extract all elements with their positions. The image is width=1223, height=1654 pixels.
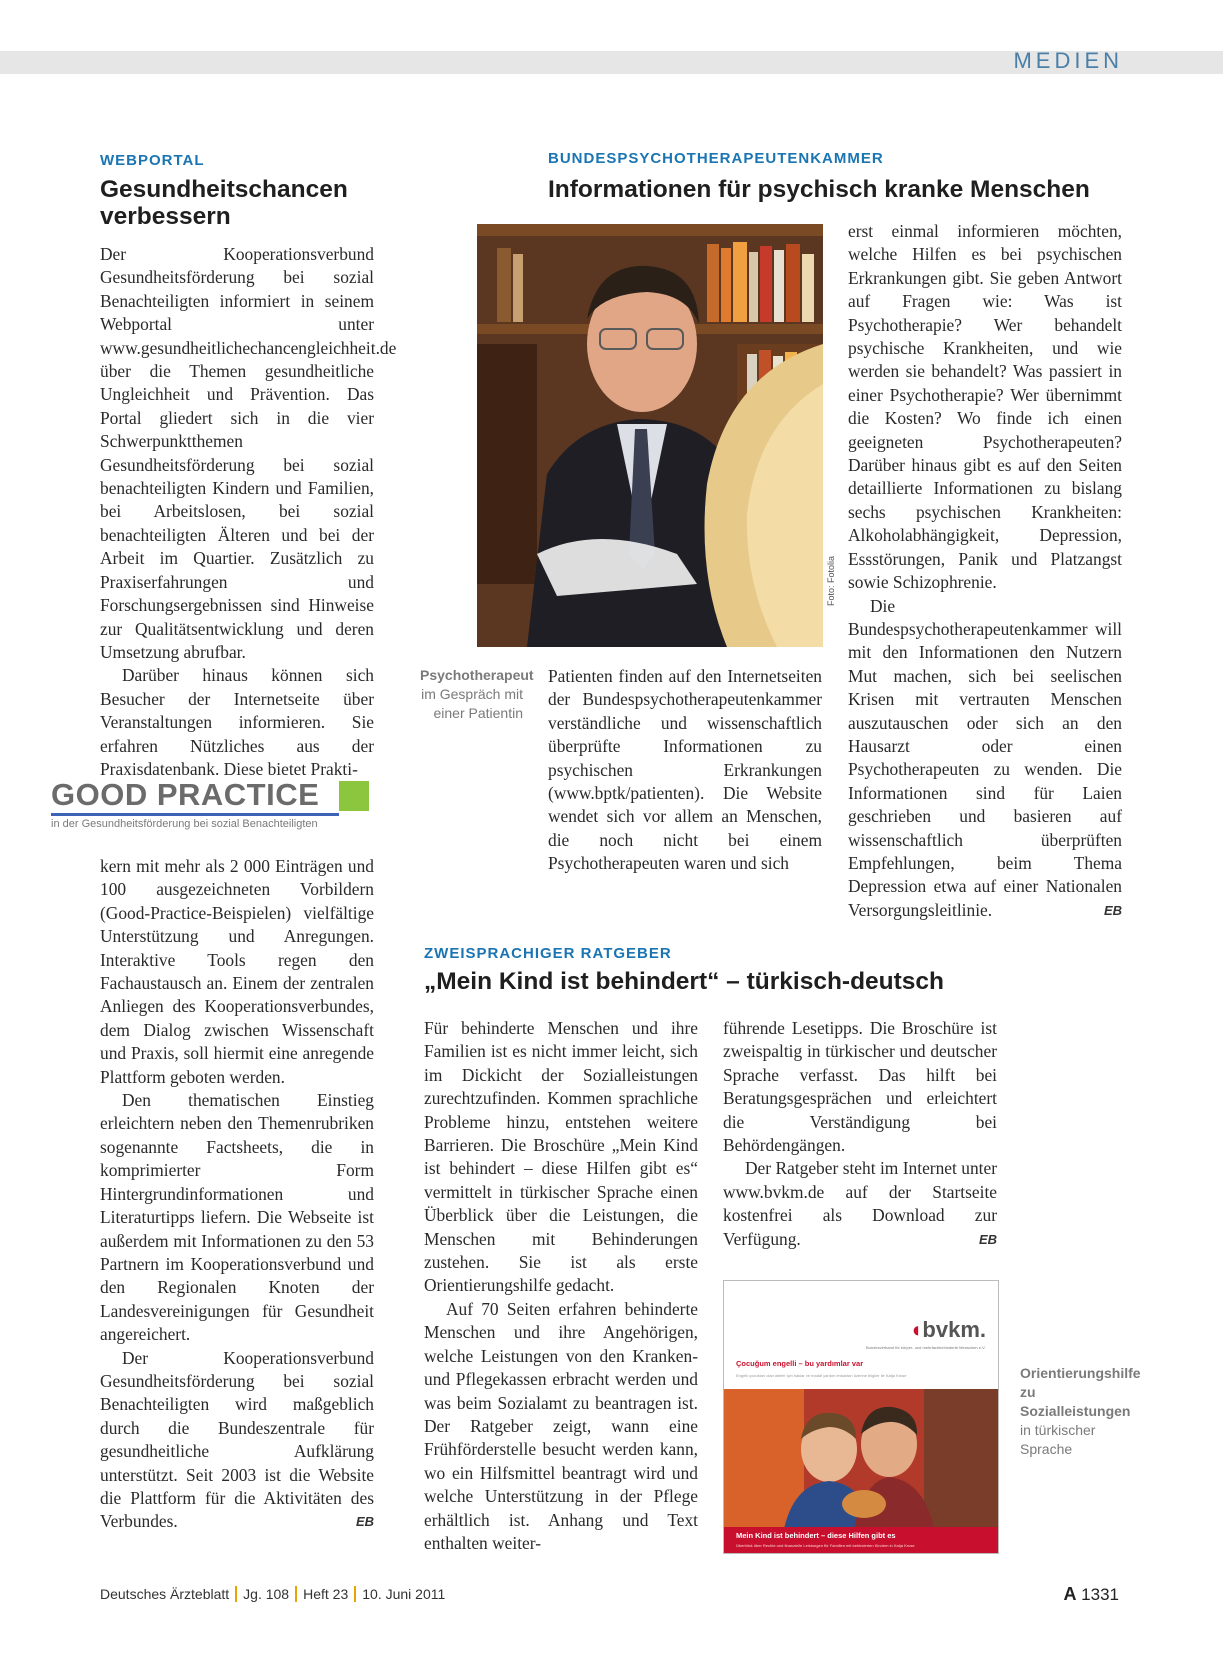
article3-title: „Mein Kind ist behindert“ – türkisch-deutsch bbox=[424, 968, 945, 995]
article1-title-line1: Gesundheitschancen bbox=[100, 176, 348, 203]
logo-text: GOOD PRACTICE bbox=[51, 777, 320, 812]
footer-journal: Deutsches Ärzteblatt bbox=[100, 1586, 230, 1602]
footer-volume: Jg. 108 bbox=[243, 1586, 290, 1602]
caption-text: im Gespräch mit einer Patientin bbox=[421, 686, 523, 721]
article3-paragraph: führende Lesetipps. Die Broschüre ist zweispaltig in türkischer und deutscher Sprache verfasst. Das hilft bei Beratungsgesprächen und erleichtert die Verständigung bei Behördengängen. bbox=[723, 1018, 997, 1156]
cover-footer-band bbox=[724, 1527, 998, 1553]
therapist-photo bbox=[477, 224, 823, 647]
therapist-photo-illustration bbox=[477, 224, 823, 647]
article1-title bbox=[100, 176, 380, 231]
cover-subtitle-tr: Engelli çocukları olan aileler için haklar ve maddi yardım imkanları üzerine bilgiler ile Katja Kruse bbox=[736, 1373, 907, 1378]
article3-paragraph: Auf 70 Seiten erfahren behinderte Menschen und ihre Angehörigen, welche Leistungen von den Kranken- und Pflegekassen erbracht werden und was beim Sozialamt zu beantragen ist. Der Ratgeber zeigt, wann eine Frühförderstelle besucht werden kann, wo ein Hilfsmittel beantragt wird und welche Unterstützung in der Pflege erhältlich ist. Anhang und Text enthalten weiter- bbox=[424, 1298, 698, 1553]
article3-paragraph: Der Ratgeber steht im Internet unter www.bvkm.de auf der Startseite kostenfrei als Download zur Verfügung. EB bbox=[723, 1157, 997, 1251]
cover-title-tr: Çocuğum engelli – bu yardımlar var bbox=[736, 1359, 864, 1368]
footer-separator bbox=[295, 1586, 297, 1602]
article2-paragraph: erst einmal informieren möchten, welche Hilfen es bei psychischen Erkrankungen gibt. Sie geben Antwort auf Fragen wie: Was ist Psychotherapie? Wer behandelt psychische Krankheiten, und wie werden sie behandelt? Was passiert in einer Psychotherapie? Wer übernimmt die Kosten? Wo finde ich einen geeigneten Psychotherapeuten? Darüber hinaus gibt es auf den Seiten detaillierte Informationen zu bislang sechs psychischen Krankheiten: Alkoholabhängigkeit, Depression, Essstörungen, Panik und Platzangst sowie Schizophrenie. bbox=[848, 221, 1122, 593]
good-practice-logo bbox=[51, 778, 376, 836]
article1-title-line2: verbessern bbox=[100, 203, 231, 231]
article1-kicker: WEBPORTAL bbox=[100, 152, 205, 169]
children-photo-illustration bbox=[724, 1389, 998, 1529]
article2-paragraph: Patienten finden auf den Internetseiten der Bundespsychotherapeutenkammer verständliche und wissenschaftlich überprüfte Informationen zu psychischen Erkrankungen (www.bptk/patienten). Die Website wendet sich vor allem an Menschen, die noch nicht bei einem Psychotherapeuten waren und sich bbox=[548, 666, 822, 874]
section-label: MEDIEN bbox=[1013, 48, 1123, 73]
photo-credit: Foto: Fotolia bbox=[826, 555, 836, 606]
article1-paragraph: Der Kooperationsverbund Gesundheitsförderung bei sozial Benachteiligten wird maßgeblich durch die Bundeszentrale für gesundheitliche Aufklärung unterstützt. Seit 2003 ist die Website die Plattform für die Aktivitäten des Verbundes. EB bbox=[100, 1347, 374, 1534]
bvkm-logo-mark: ◖ bbox=[909, 1317, 923, 1342]
logo-underline bbox=[51, 813, 339, 816]
photo-caption bbox=[420, 666, 534, 723]
footer-separator bbox=[235, 1586, 237, 1602]
article3-paragraph: Für behinderte Menschen und ihre Familien ist es nicht immer leicht, sich im Dickicht der Sozialleistungen zurechtzufinden. Kommen sprachliche Probleme hinzu, entstehen weitere Barrieren. Die Broschüre „Mein Kind ist behindert – diese Hilfen gibt es“ vermittelt in türkischer Sprache einen Überblick über die Leistungen, die Menschen mit Behinderungen zustehen. Sie ist als erste Orientierungshilfe gedacht. bbox=[424, 1018, 698, 1296]
logo-green-square bbox=[339, 781, 369, 811]
article1-paragraph: Der Kooperationsverbund Gesundheitsförderung bei sozial Benachteiligten informiert in seinem Webportal unter www.gesundheitlichechancengleichheit.de über die Themen gesundheitliche Ungleichheit und Prävention. Das Portal gliedert sich in die vier Schwerpunktthemen Gesundheitsförderung bei sozial benachteiligten Kindern und Familien, bei Arbeitslosen, bei sozial benachteiligten Älteren und bei der Arbeit im Quartier. Zusätzlich zu Praxiserfahrungen und Forschungsergebnissen sind Hinweise zur Qualitätsentwicklung und deren Umsetzung abrufbar. bbox=[100, 244, 397, 662]
article3-column-left bbox=[424, 1017, 698, 1555]
caption-text: in türkischer Sprache bbox=[1020, 1422, 1096, 1457]
article1-body-bottom bbox=[100, 855, 374, 1534]
brochure-caption bbox=[1020, 1364, 1141, 1459]
page-prefix: A bbox=[1063, 1584, 1077, 1604]
article1-paragraph: Darüber hinaus können sich Besucher der Internetseite über Veranstaltungen informieren. Sie erfahren Nützliches aus der Praxisdatenbank. Diese bietet Prakti- bbox=[100, 665, 374, 779]
page-number bbox=[1063, 1584, 1119, 1605]
cover-subtitle-de: Überblick über Rechte und finanzielle Leistungen für Familien mit behinderten Kindern in Katja Kruse bbox=[736, 1543, 915, 1548]
article1-paragraph: kern mit mehr als 2 000 Einträgen und 100 ausgezeichneten Vorbildern (Good-Practice-Beispielen) vielfältige Unterstützung und Anregungen. Interaktive Tools regen den Fachaustausch an. Einem der zentralen Anliegen des Kooperationsverbundes, dem Dialog zwischen Wissenschaft und Praxis, soll hiermit eine anregende Plattform geboten werden. bbox=[100, 856, 374, 1087]
article2-kicker: BUNDESPSYCHOTHERAPEUTENKAMMER bbox=[548, 150, 884, 167]
footer-issue: Heft 23 bbox=[303, 1586, 349, 1602]
bvkm-logo-text: bvkm. bbox=[922, 1317, 986, 1342]
article2-column-left bbox=[548, 665, 822, 876]
caption-bold: Psychotherapeut bbox=[420, 667, 534, 683]
article1-paragraph: Den thematischen Einstieg erleichtern neben den Themenrubriken sogenannte Factsheets, die in komprimierter Form Hintergrundinformationen und Literaturtipps liefern. Die Webseite ist außerdem mit Informationen zu den 53 Partnern im Kooperationsverbund und den Regionalen Knoten der Landesvereinigungen für Gesundheit angereichert. bbox=[100, 1090, 374, 1345]
article1-body-top bbox=[100, 243, 397, 781]
page-number-value: 1331 bbox=[1081, 1585, 1119, 1604]
article3-column-right bbox=[723, 1017, 997, 1251]
article1-signature: EB bbox=[355, 1514, 374, 1530]
article3-signature: EB bbox=[978, 1231, 997, 1247]
article2-paragraph: Die Bundespsychotherapeutenkammer will mit den Informationen den Nutzern Mut machen, sich bei seelischen Krisen mit vertrauten Menschen auszutauschen oder sich an den Hausarzt oder einen Psychotherapeuten zu wenden. Die Informationen sind für Laien geschrieben und basieren auf wissenschaftlich überprüften Empfehlungen, beim Thema Depression etwa auf einer Nationalen Versorgungsleitlinie. EB bbox=[848, 595, 1122, 923]
article2-column-right bbox=[848, 220, 1122, 922]
caption-bold: Orientierungshilfe zu Sozialleistungen bbox=[1020, 1365, 1141, 1419]
logo-subtext: in der Gesundheitsförderung bei sozial Benachteiligten bbox=[51, 818, 318, 830]
brochure-cover bbox=[723, 1280, 999, 1554]
article2-title: Informationen für psychisch kranke Menschen bbox=[548, 176, 1090, 203]
article2-signature: EB bbox=[1103, 902, 1122, 918]
cover-title-de: Mein Kind ist behindert – diese Hilfen gibt es bbox=[736, 1531, 896, 1540]
bvkm-logo-sub: Bundesverband für körper- und mehrfachbehinderte Menschen e.V. bbox=[866, 1345, 986, 1350]
bvkm-logo bbox=[909, 1317, 986, 1343]
footer-citation bbox=[100, 1586, 445, 1602]
cover-photo bbox=[724, 1389, 998, 1529]
footer-date: 10. Juni 2011 bbox=[362, 1586, 446, 1602]
footer-separator bbox=[354, 1586, 356, 1602]
article3-kicker: ZWEISPRACHIGER RATGEBER bbox=[424, 945, 672, 962]
